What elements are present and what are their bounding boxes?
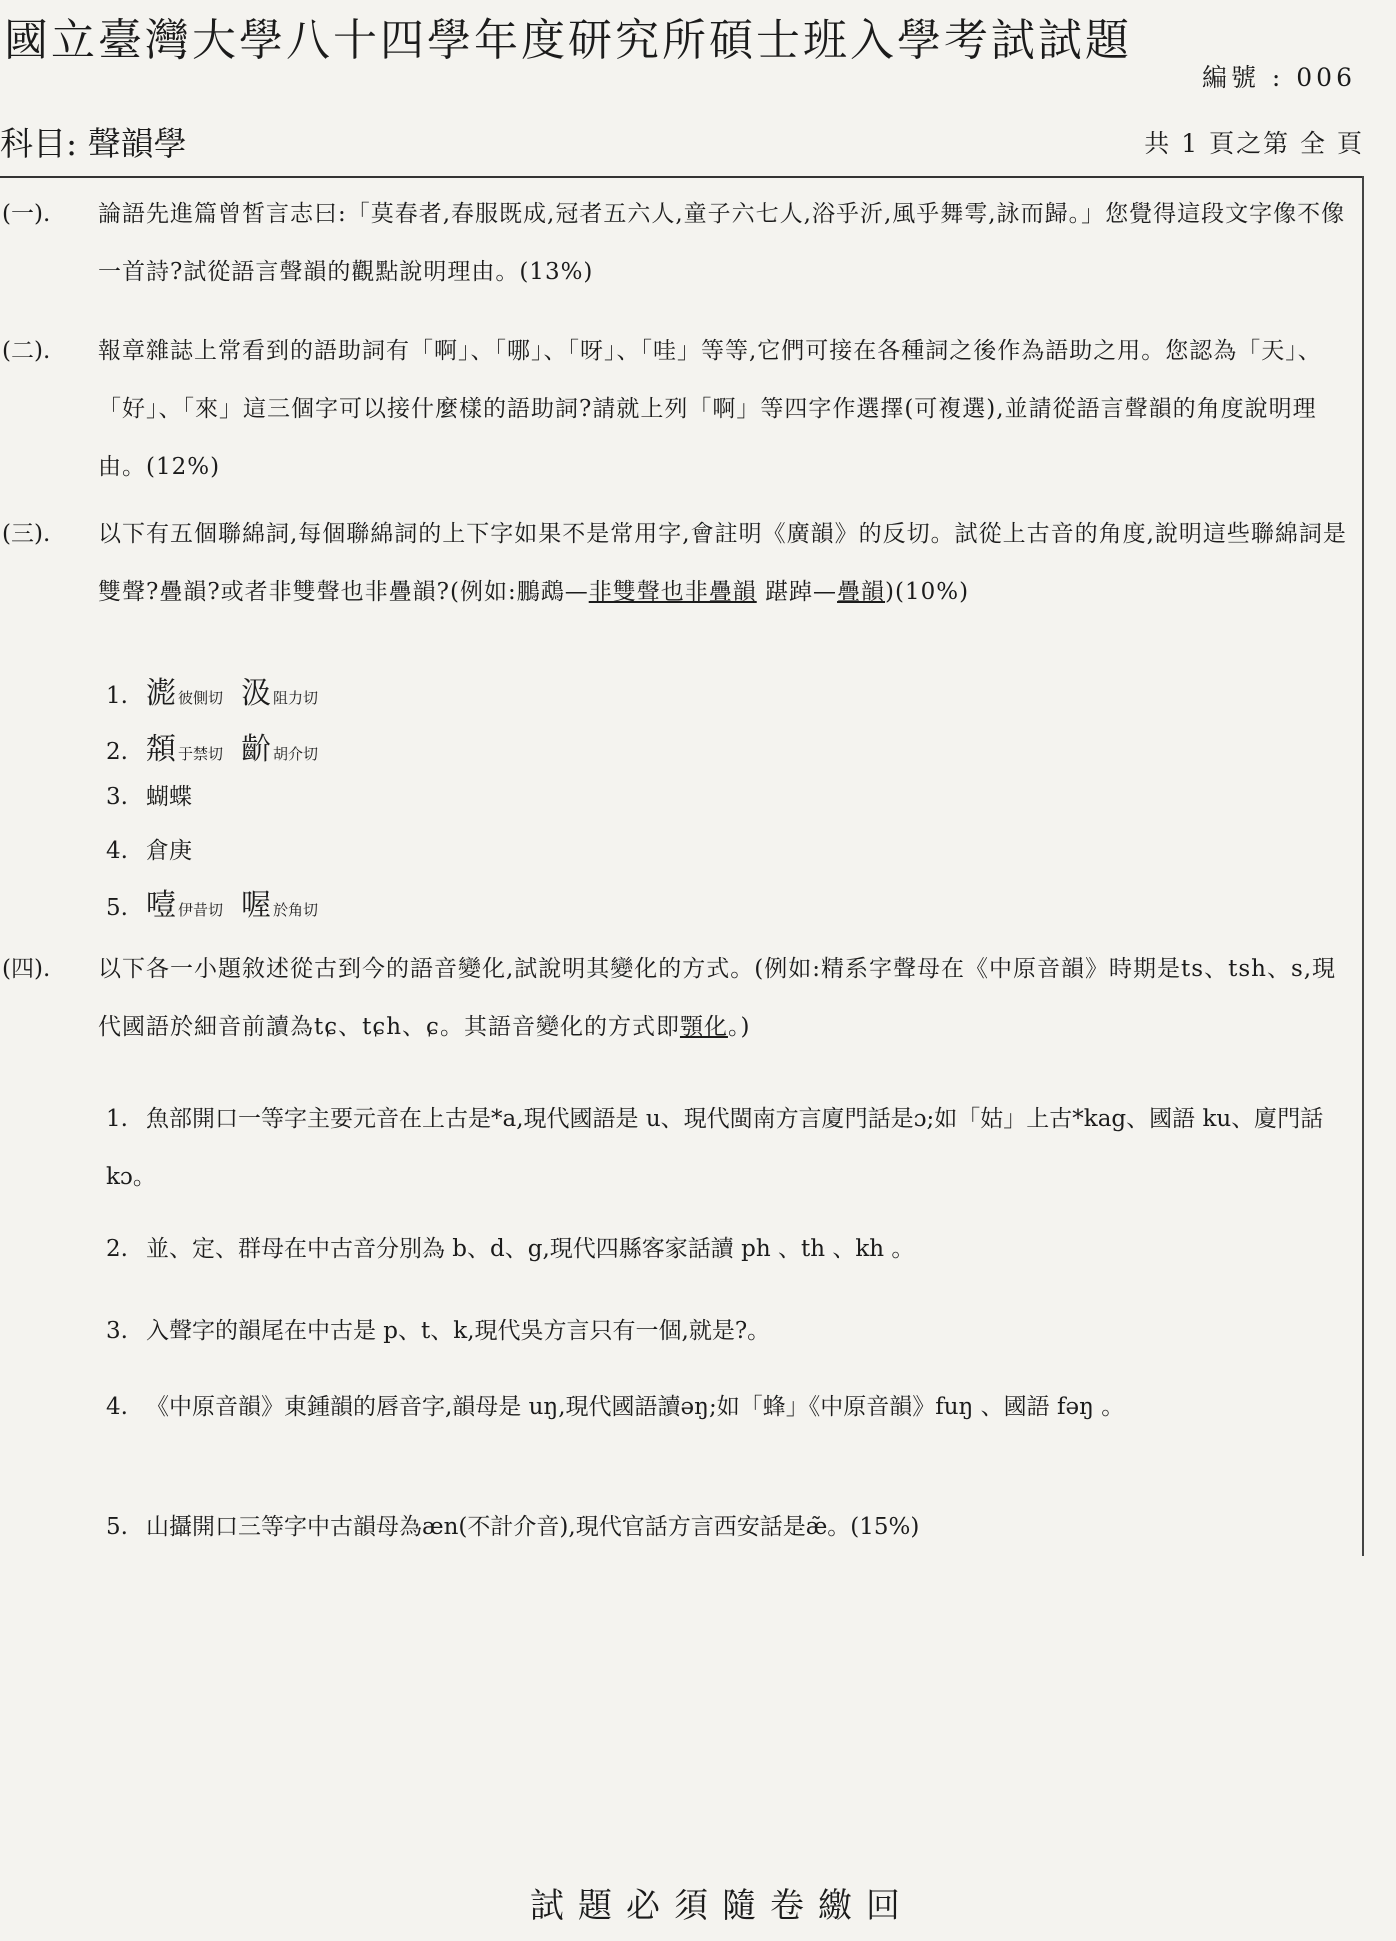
example-rhyming: 疊韻 — [837, 579, 886, 605]
header-divider — [0, 176, 1362, 178]
list-item: 5. 噎 伊昔切 喔 於角切 — [106, 888, 319, 923]
question-number: (三). — [2, 521, 51, 547]
question-text: 論語先進篇曾皙言志曰:「莫春者,春服既成,冠者五六人,童子六七人,浴乎沂,風乎舞雩,詠而歸。」您覺得這段文字像不像一首詩?試從語言聲韻的觀點說明理由。(13%) — [98, 201, 1346, 285]
list-item: 3. 蝴蝶 — [106, 784, 192, 810]
question-3 — [0, 505, 1350, 621]
footer-note: 試題必須隨卷繳回 — [530, 1886, 914, 1926]
question-number: (一). — [2, 201, 51, 227]
question-number: (四). — [2, 956, 51, 982]
question-text: 以下各一小題敘述從古到今的語音變化,試說明其變化的方式。(例如:精系字聲母在《中原音韻》時期是ts、tsh、s,現代國語於細音前讀為tɕ、tɕh、ɕ。其語音變化的方式即顎化。) — [98, 956, 1337, 1040]
question-text: 以下有五個聯綿詞,每個聯綿詞的上下字如果不是常用字,會註明《廣韻》的反切。試從上古音的角度,說明這些聯綿詞是雙聲?疊韻?或者非雙聲也非疊韻?(例如:鵬鵡—非雙聲也非疊韻 踸踔—疊韻)(10%) — [98, 521, 1347, 605]
question-4 — [0, 940, 1350, 1056]
list-item: 1. 魚部開口一等字主要元音在上古是*a,現代國語是 u、現代閩南方言廈門話是ɔ;如「姑」上古*kag、國語 ku、廈門話 kɔ。 — [106, 1106, 1324, 1190]
list-item: 4. 《中原音韻》東鍾韻的唇音字,韻母是 uŋ,現代國語讀əŋ;如「蜂」《中原音韻》fuŋ 、國語 fəŋ 。 — [106, 1394, 1125, 1420]
right-margin-line — [1362, 176, 1364, 1556]
question-number: (二). — [2, 338, 51, 364]
list-item: 2. 並、定、群母在中古音分別為 b、d、g,現代四縣客家話讀 ph 、th 、kh 。 — [106, 1236, 915, 1262]
list-item: 4. 倉庚 — [106, 838, 192, 864]
page-count: 共 1 頁之第 全 頁 — [1144, 129, 1364, 158]
list-item: 3. 入聲字的韻尾在中古是 p、t、k,現代吳方言只有一個,就是?。 — [106, 1318, 771, 1344]
list-item: 1. 滮 彼側切 汲 阻力切 — [106, 676, 319, 711]
question-2 — [0, 322, 1350, 496]
list-item: 5. 山攝開口三等字中古韻母為æn(不計介音),現代官話方言西安話是æ̃。(15%) — [106, 1514, 920, 1540]
exam-code: 編號 : 006 — [1201, 63, 1356, 92]
list-item: 2. 頮 于禁切 齘 胡介切 — [106, 732, 319, 767]
example-non-alliterative: 非雙聲也非疊韻 — [588, 579, 757, 605]
example-palatalization: 顎化 — [679, 1014, 728, 1040]
exam-title: 國立臺灣大學八十四學年度研究所碩士班入學考試試題 — [4, 15, 1132, 66]
question-text: 報章雜誌上常看到的語助詞有「啊」、「哪」、「呀」、「哇」等等,它們可接在各種詞之後作為語助之用。您認為「天」、「好」、「來」這三個字可以接什麼樣的語助詞?請就上列「啊」等四字作選擇(可複選),並請從語言聲韻的角度說明理由。(12%) — [98, 338, 1322, 480]
question-1 — [0, 185, 1350, 301]
exam-subject: 科目: 聲韻學 — [0, 124, 187, 163]
